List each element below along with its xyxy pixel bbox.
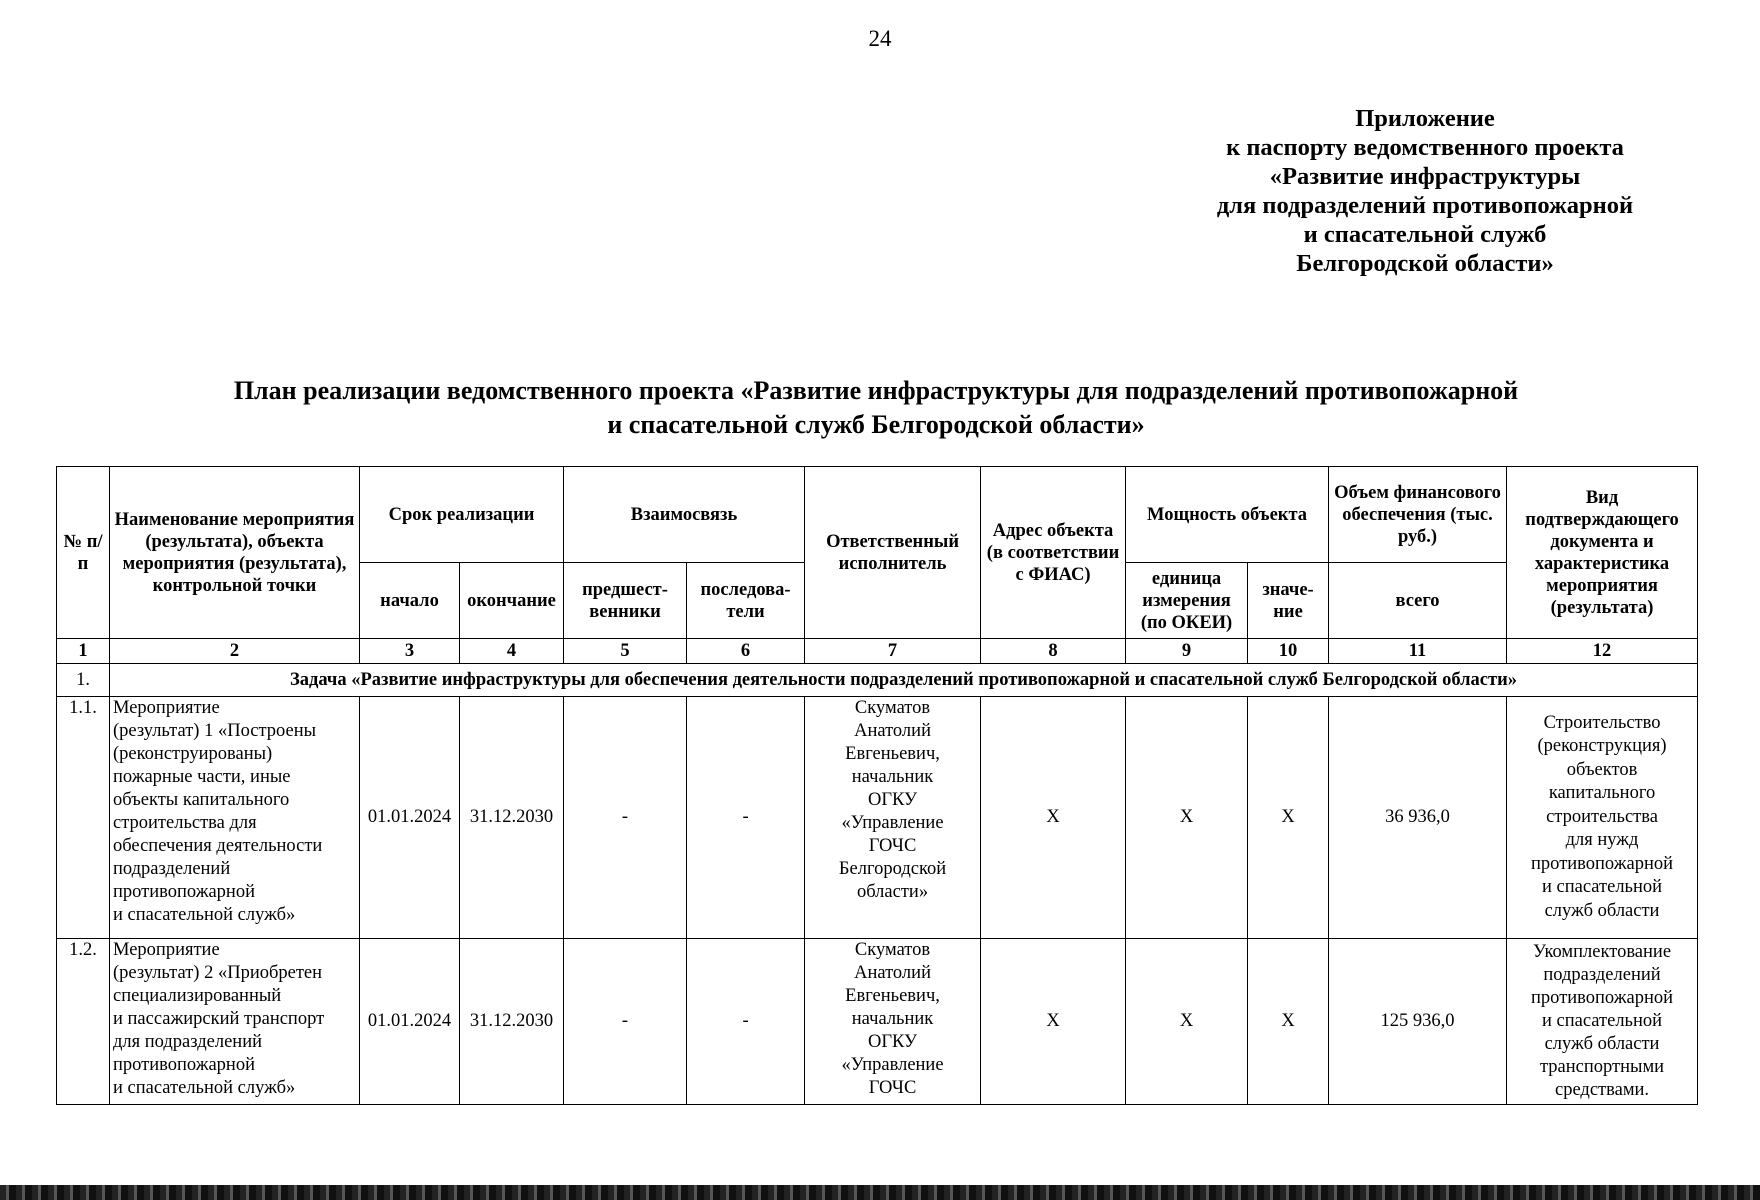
row-name-line: (реконструированы) [113, 744, 273, 764]
row-name-line: Мероприятие [113, 940, 220, 960]
implementation-plan-table [56, 466, 1698, 1105]
doc-line: служб области [1544, 1034, 1660, 1054]
row-name-line: противопожарной [113, 1055, 255, 1075]
header-num: № п/п [57, 467, 110, 639]
column-number: 2 [110, 639, 360, 664]
responsible-line: «Управление [841, 813, 944, 833]
row-name-line: обеспечения деятельности [113, 836, 323, 856]
column-number: 3 [360, 639, 460, 664]
row-name-line: и спасательной служб» [113, 905, 296, 925]
doc-line: подразделений [1543, 965, 1661, 985]
column-number: 11 [1329, 639, 1507, 664]
column-number: 1 [57, 639, 110, 664]
column-number: 6 [687, 639, 805, 664]
row-value: X [1248, 697, 1329, 939]
header-value: значе-ние [1248, 563, 1329, 639]
row-name-line: и пассажирский транспорт [113, 1009, 325, 1029]
header-finance: Объем финансового обеспечения (тыс. руб.) [1329, 467, 1507, 563]
header-successors: последова-тели [687, 563, 805, 639]
doc-line: противопожарной [1531, 853, 1674, 874]
header-address: Адрес объекта (в соответствии с ФИАС) [981, 467, 1126, 639]
row-name-line: Мероприятие [113, 698, 220, 718]
responsible-line: начальник [851, 1009, 934, 1029]
responsible-line: ГОЧС [868, 836, 917, 856]
row-name-line: специализированный [113, 986, 282, 1006]
task-row [57, 664, 1698, 697]
doc-line: транспортными [1540, 1057, 1665, 1077]
doc-line: и спасательной [1542, 877, 1663, 898]
row-responsible [805, 939, 981, 1105]
doc-line: (реконструкция) [1537, 736, 1667, 757]
responsible-line: Евгеньевич, [845, 986, 940, 1006]
responsible-line: ОГКУ [867, 1032, 918, 1052]
table-row [57, 697, 1698, 939]
doc-line: строительства [1546, 806, 1658, 827]
plan-title-line: и спасательной служб Белгородской области» [607, 410, 1145, 439]
row-total: 125 936,0 [1329, 939, 1507, 1105]
row-name [110, 939, 360, 1105]
row-num: 1.1. [57, 697, 110, 939]
appendix-line: Приложение [1355, 105, 1495, 132]
responsible-line: Скуматов [854, 698, 931, 718]
task-num: 1. [57, 664, 110, 697]
row-unit: X [1126, 697, 1248, 939]
header-period: Срок реализации [360, 467, 564, 563]
plan-title-line: План реализации ведомственного проекта «Развитие инфраструктуры для подразделений противопожарной [233, 376, 1519, 405]
doc-line: противопожарной [1531, 988, 1674, 1008]
row-address: X [981, 939, 1126, 1105]
appendix-line: к паспорту ведомственного проекта [1226, 134, 1624, 161]
doc-line: объектов [1566, 759, 1638, 780]
doc-line: средствами. [1554, 1080, 1650, 1100]
responsible-line: Скуматов [854, 940, 931, 960]
row-unit: X [1126, 939, 1248, 1105]
plan-title [56, 374, 1696, 442]
appendix-line: для подразделений противопожарной [1216, 192, 1634, 219]
responsible-line: ГОЧС [868, 1078, 917, 1098]
row-successors: - [687, 939, 805, 1105]
row-predecessors: - [564, 697, 687, 939]
row-name-line: объекты капитального [113, 790, 290, 810]
scan-edge-band [0, 1185, 1760, 1200]
responsible-line: Белгородской [838, 859, 947, 879]
row-name-line: строительства для [113, 813, 257, 833]
header-total: всего [1329, 563, 1507, 639]
header-responsible: Ответственный исполнитель [805, 467, 981, 639]
doc-line: Строительство [1543, 712, 1661, 733]
row-end: 31.12.2030 [460, 697, 564, 939]
responsible-line: Анатолий [854, 963, 931, 983]
row-name-line: (результат) 1 «Построены [113, 721, 317, 741]
column-number-row [57, 639, 1698, 664]
header-relation: Взаимосвязь [564, 467, 805, 563]
row-name-line: (результат) 2 «Приобретен [113, 963, 323, 983]
row-name-line: для подразделений [113, 1032, 263, 1052]
header-doc: Вид подтверждающего документа и характеристика мероприятия (результата) [1507, 467, 1698, 639]
header-row-1 [57, 467, 1698, 563]
responsible-line: Анатолий [854, 721, 931, 741]
row-name-line: и спасательной служб» [113, 1078, 296, 1098]
row-predecessors: - [564, 939, 687, 1105]
doc-line: капитального [1548, 783, 1656, 804]
row-successors: - [687, 697, 805, 939]
header-predecessors: предшест-венники [564, 563, 687, 639]
responsible-line: Евгеньевич, [845, 744, 940, 764]
appendix-line: Белгородской области» [1296, 250, 1554, 277]
row-end: 31.12.2030 [460, 939, 564, 1105]
row-num: 1.2. [57, 939, 110, 1105]
row-doc [1507, 939, 1698, 1105]
responsible-line: «Управление [841, 1055, 944, 1075]
doc-line: для нужд [1565, 830, 1639, 851]
appendix-line: «Развитие инфраструктуры [1269, 163, 1581, 190]
row-start: 01.01.2024 [360, 939, 460, 1105]
row-address: X [981, 697, 1126, 939]
row-value: X [1248, 939, 1329, 1105]
doc-line: служб области [1544, 900, 1660, 921]
responsible-line: ОГКУ [867, 790, 918, 810]
column-number: 4 [460, 639, 564, 664]
row-name-line: пожарные части, иные [113, 767, 291, 787]
column-number: 9 [1126, 639, 1248, 664]
row-responsible [805, 697, 981, 939]
appendix-line: и спасательной служб [1303, 221, 1547, 248]
header-name: Наименование мероприятия (результата), объекта мероприятия (результата), контрольной точки [110, 467, 360, 639]
table-row [57, 939, 1698, 1105]
row-doc [1507, 697, 1698, 939]
row-name-line: подразделений [113, 859, 231, 879]
row-name [110, 697, 360, 939]
appendix-heading [1100, 104, 1750, 278]
header-end: окончание [460, 563, 564, 639]
responsible-line: начальник [851, 767, 934, 787]
column-number: 7 [805, 639, 981, 664]
row-total: 36 936,0 [1329, 697, 1507, 939]
page-number: 24 [868, 26, 892, 51]
doc-line: и спасательной [1542, 1011, 1663, 1031]
column-number: 5 [564, 639, 687, 664]
header-capacity: Мощность объекта [1126, 467, 1329, 563]
column-number: 8 [981, 639, 1126, 664]
responsible-line: области» [856, 882, 929, 902]
doc-line: Укомплектование [1533, 942, 1672, 962]
column-number: 12 [1507, 639, 1698, 664]
header-unit: единица измерения (по ОКЕИ) [1126, 563, 1248, 639]
column-number: 10 [1248, 639, 1329, 664]
task-text: Задача «Развитие инфраструктуры для обеспечения деятельности подразделений противопожарной и спасательной служб Белгородской области» [110, 664, 1698, 697]
row-name-line: противопожарной [113, 882, 255, 902]
header-start: начало [360, 563, 460, 639]
row-start: 01.01.2024 [360, 697, 460, 939]
